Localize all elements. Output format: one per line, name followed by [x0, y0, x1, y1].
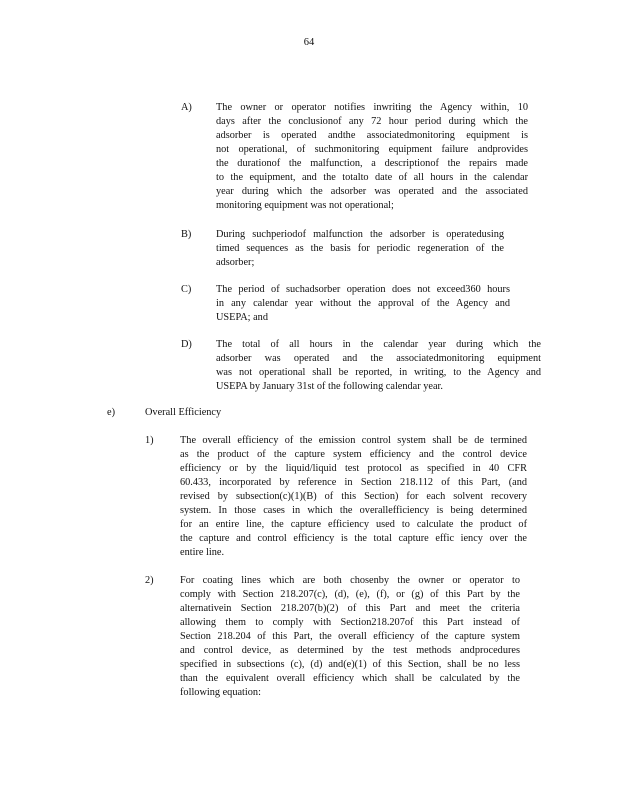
text-line: allowing them to comply with Section218.207of this Part instead of [180, 617, 520, 628]
text-line: entire line. [180, 547, 225, 558]
text-line: Section 218.204 of this Part, the overall efficiency of the capture system [180, 631, 520, 642]
text-line: revised by subsection(c)(1)(B) of this Section) for each solvent recovery [180, 491, 527, 502]
text-line: than the equivalent overall efficiency which shall be calculated by the [180, 673, 520, 684]
text-line: alternativein Section 218.207(b)(2) of this Part and meet the criteria [180, 603, 520, 614]
text-line: USEPA by January 31st of the following calendar year. [216, 381, 443, 392]
item-text [216, 101, 528, 213]
item-text [216, 283, 510, 325]
text-line: the durationof the malfunction, a descriptionof the repairs made [216, 158, 528, 169]
item-text [180, 574, 520, 700]
text-line: Overall Efficiency [145, 407, 222, 418]
text-line: The total of all hours in the calendar year during which the [216, 339, 541, 350]
text-line: days after the conclusionof any 72 hour period during which the [216, 116, 528, 127]
text-line: in any calendar year without the approval of the Agency and [216, 298, 510, 309]
text-line: system. In those cases in which the overallefficiency is being determined [180, 505, 527, 516]
item-text [216, 228, 504, 270]
item-label: B) [181, 229, 192, 240]
text-line: 60.433, incorporated by reference in Section 218.112 of this Part, (and [180, 477, 527, 488]
text-line: timed sequences as the basis for periodic regeneration of the [216, 243, 504, 254]
text-line: to the equipment, and the totalto date of all hours in the calendar [216, 172, 528, 183]
page-number: 64 [303, 37, 315, 48]
text-line: efficiency or by the liquid/liquid test protocol as specified in 40 CFR [180, 463, 527, 474]
item-text [216, 338, 541, 394]
text-line: USEPA; and [216, 312, 268, 323]
text-line: the capture and control efficiency is the total capture effic iency over the [180, 533, 527, 544]
text-line: monitoring equipment was not operational; [216, 200, 394, 211]
text-line: comply with Section 218.207(c), (d), (e), (f), or (g) of this Part by the [180, 589, 520, 600]
text-line: The owner or operator notifies inwriting the Agency within, 10 [216, 102, 528, 113]
item-label: C) [181, 284, 192, 295]
text-line: year during which the adsorber was operated and the associated [216, 186, 528, 197]
item-label: 1) [145, 435, 154, 446]
item-label: 2) [145, 575, 154, 586]
text-line: following equation: [180, 687, 261, 698]
text-line: For coating lines which are both chosenby the owner or operator to [180, 575, 520, 586]
text-line: for an entire line, the capture efficiency used to calculate the product of [180, 519, 527, 530]
item-label: e) [107, 407, 115, 418]
item-label: D) [181, 339, 192, 350]
text-line: adsorber is operated andthe associatedmonitoring equipment is [216, 130, 528, 141]
text-line: specified in subsections (c), (d) and(e)(1) of this Section, shall be no less [180, 659, 520, 670]
text-line: The period of suchadsorber operation does not exceed360 hours [216, 284, 510, 295]
text-line: During suchperiodof malfunction the adsorber is operatedusing [216, 229, 504, 240]
text-line: was not operational shall be reported, in writing, to the Agency and [216, 367, 541, 378]
text-line: as the product of the capture system efficiency and the control device [180, 449, 527, 460]
text-line: adsorber; [216, 257, 255, 268]
text-line: adsorber was operated and the associatedmonitoring equipment [216, 353, 541, 364]
text-line: The overall efficiency of the emission control system shall be de termined [180, 435, 527, 446]
item-text [180, 434, 527, 560]
item-label: A) [181, 102, 192, 113]
text-line: and control device, as determined by the test methods andprocedures [180, 645, 520, 656]
text-line: not operational, of suchmonitoring equipment failure andprovides [216, 144, 528, 155]
heading-text [145, 406, 345, 420]
